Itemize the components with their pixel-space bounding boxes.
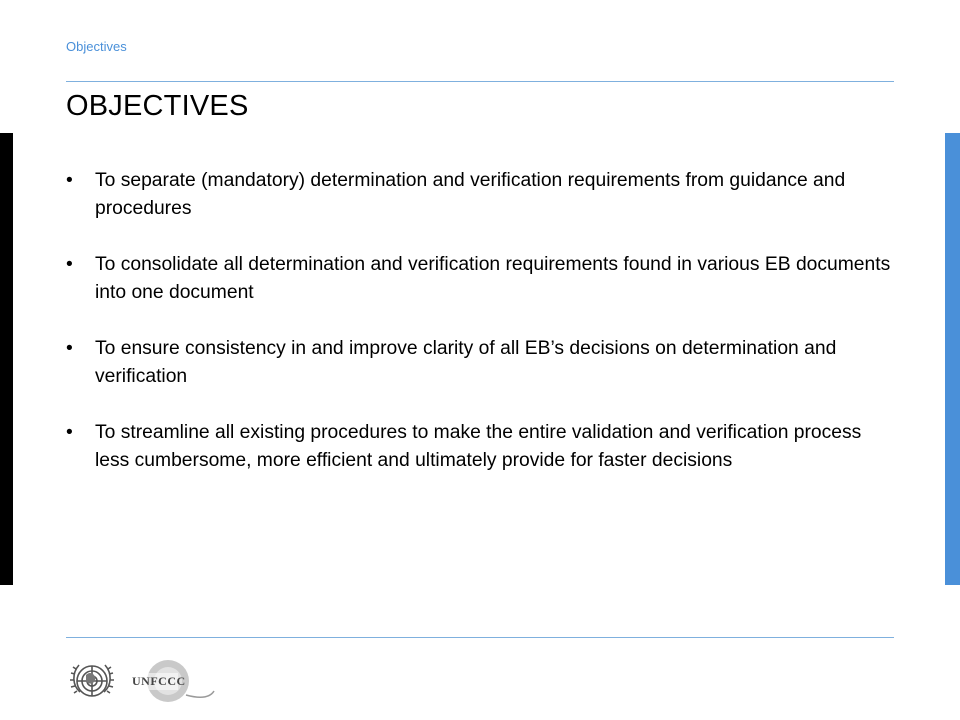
un-emblem-icon	[66, 655, 118, 707]
left-accent-bar	[0, 133, 13, 585]
unfccc-logo-text: UNFCCC	[132, 674, 186, 688]
list-item: • To separate (mandatory) determination and verification requirements from guidance and procedures	[66, 167, 896, 223]
list-item: • To streamline all existing procedures to make the entire validation and verification process less cumbersome, more efficient and ultimately provide for faster decisions	[66, 419, 896, 475]
right-accent-bar	[945, 133, 960, 585]
list-item: • To ensure consistency in and improve clarity of all EB’s decisions on determination and verification	[66, 335, 896, 391]
header-divider	[66, 81, 894, 82]
breadcrumb: Objectives	[66, 39, 127, 54]
footer-divider	[66, 637, 894, 638]
page-title: OBJECTIVES	[66, 90, 249, 122]
objectives-list	[66, 167, 896, 503]
list-item: • To consolidate all determination and verification requirements found in various EB documents into one document	[66, 251, 896, 307]
